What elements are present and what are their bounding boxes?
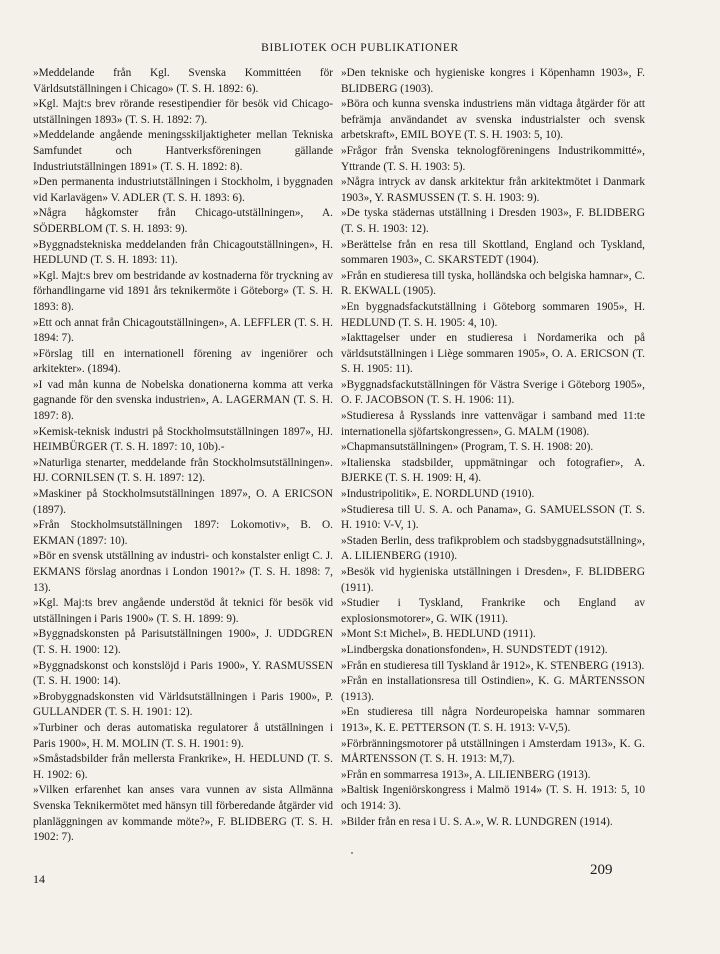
bibliography-entry: »Några intryck av dansk arkitektur från arkitektmötet i Danmark 1903», Y. RASMUSSEN (T. S. H. 1903: 9). <box>341 176 645 204</box>
bibliography-entry: »Byggnadstekniska meddelanden från Chicagoutställningen», H. HEDLUND (T. S. H. 1893: 11). <box>33 238 333 267</box>
bibliography-entry: »Berättelse från en resa till Skottland, England och Tyskland, sommaren 1903», C. SKARSTEDT (1904). <box>341 238 645 267</box>
bibliography-entry: »Den tekniske och hygieniske kongres i Köpenhamn 1903», F. BLIDBERG (1903). <box>341 67 645 95</box>
right-column <box>341 66 645 830</box>
bibliography-entry: »Förslag till en internationell förening av ingeniörer och arkitekter». (1894). <box>33 347 333 376</box>
bibliography-entry: »Kgl. Maj:ts brev angående understöd åt teknici för besök vid utställningen i Paris 1900» (T. S. H. 1899: 9). <box>33 597 333 625</box>
bibliography-entry: »Kgl. Majt:s brev om bestridande av kostnaderna för tryckning av förhandlingarne vid 1891 års teknikermöte i Göteborg» (T. S. H. 1893: 8). <box>33 269 333 313</box>
signature-mark: 14 <box>33 872 45 886</box>
left-column <box>33 66 333 846</box>
bibliography-entry: »En studieresa till några Nordeuropeiska hamnar sommaren 1913», K. E. PETTERSON (T. S. H. 1913: V-V,5). <box>341 706 645 734</box>
bibliography-entry: »Från en studieresa till Tyskland år 1912», K. STENBERG (1913). <box>341 659 645 672</box>
bibliography-entry: »Böra och kunna svenska industriens män vidtaga åtgärder för att befrämja användandet av svenska industrialster och svensk arbetskraft», EMIL BOYE (T. S. H. 1903: 5, 10). <box>341 98 645 142</box>
bibliography-entry: »Baltisk Ingeniörskongress i Malmö 1914» (T. S. H. 1913: 5, 10 och 1914: 3). <box>341 784 645 812</box>
bibliography-entry: »Förbränningsmotorer på utställningen i Amsterdam 1913», K. G. MÅRTENSSON (T. S. H. 1913: M,7). <box>341 737 645 766</box>
bibliography-entry: »Från Stockholmsutställningen 1897: Lokomotiv», B. O. EKMAN (1897: 10). <box>33 519 333 547</box>
bibliography-entry: »Kgl. Majt:s brev rörande resestipendier för besök vid Chicago-utställningen 1893» (T. S. H. 1892: 7). <box>33 98 333 126</box>
page-number: 209 <box>590 862 613 878</box>
bibliography-entry: »Byggnadsfackutställningen för Västra Sverige i Göteborg 1905», O. F. JACOBSON (T. S. H. 1906: 11). <box>341 378 645 407</box>
bibliography-entry: »Frågor från Svenska teknologföreningens Industrikommitté», Yttrande (T. S. H. 1903: 5). <box>341 144 645 173</box>
bibliography-entry: »Från en sommarresa 1913», A. LILIENBERG (1913). <box>341 768 591 781</box>
bibliography-entry: »Turbiner och deras automatiska regulatorer å utställningen i Paris 1900», H. M. MOLIN (T. S. H. 1901: 9). <box>33 721 333 750</box>
bibliography-entry: »De tyska städernas utställning i Dresden 1903», F. BLIDBERG (T. S. H. 1903: 12). <box>341 207 645 235</box>
bibliography-entry: »I vad mån kunna de Nobelska donationerna komma att verka gagnande för den svenska industrien», A. LAGERMAN (T. S. H. 1897: 8). <box>33 378 333 423</box>
bibliography-entry: »Småstadsbilder från mellersta Frankrike», H. HEDLUND (T. S. H. 1902: 6). <box>33 753 333 781</box>
bibliography-entry: »Naturliga stenarter, meddelande från Stockholmsutställningen». HJ. CORNILSEN (T. S. H. 1897: 12). <box>33 456 333 485</box>
bibliography-entry: »Bilder från en resa i U. S. A.», W. R. LUNDGREN (1914). <box>341 815 613 828</box>
bibliography-entry: »Iakttagelser under en studieresa i Nordamerika och på världsutställningen i Liège sommaren 1905», O. A. ERICSON (T. S. H. 1905: 11). <box>341 332 645 376</box>
bibliography-entry: »Bör en svensk utställning av industri- och konstalster enligt C. J. EKMANS förslag anordnas i London 1901?» (T. S. H. 1898: 7, 13). <box>33 550 333 594</box>
bibliography-entry: »Studieresa till U. S. A. och Panama», G. SAMUELSSON (T. S. H. 1910: V-V, 1). <box>341 503 645 532</box>
bibliography-entry: »Vilken erfarenhet kan anses vara vunnen av sista Allmänna Svenska Teknikermötet med hänsyn till förberedande åtgärder vid planläggningen av kommande möte?», F. BLIDBERG (T. S. H. 1902: 7). <box>33 784 333 844</box>
bibliography-entry: »Besök vid hygieniska utställningen i Dresden», F. BLIDBERG (1911). <box>341 566 645 594</box>
running-header: BIBLIOTEK OCH PUBLIKATIONER <box>261 42 459 54</box>
bibliography-entry: »Industripolitik», E. NORDLUND (1910). <box>341 488 535 501</box>
bibliography-entry: »Studieresa å Rysslands inre vattenvägar i samband med 11:te internationella sjöfartskongressen», G. MALM (1908). <box>341 410 645 438</box>
bibliography-entry: »Ett och annat från Chicagoutställningen», A. LEFFLER (T. S. H. 1894: 7). <box>33 316 333 345</box>
bibliography-entry: »Från en installationsresa till Ostindien», K. G. MÅRTENSSON (1913). <box>341 675 645 703</box>
bibliography-entry: »Några hågkomster från Chicago-utställningen», A. SÖDERBLOM (T. S. H. 1893: 9). <box>33 207 333 235</box>
bibliography-entry: »Meddelande från Kgl. Svenska Kommittéen för Världsutställningen i Chicago» (T. S. H. 1892: 6). <box>33 67 333 95</box>
bibliography-entry: »Brobyggnadskonsten vid Världsutställningen i Paris 1900», P. GULLANDER (T. S. H. 1901: 12). <box>33 690 333 719</box>
bibliography-entry: »Italienska stadsbilder, uppmätningar och fotografier», A. BJERKE (T. S. H. 1909: H, 4). <box>341 456 645 485</box>
bibliography-entry: »Meddelande angående meningsskiljaktigheter mellan Tekniska Samfundet och Hantverksföreningen gällande Industriutställningen 1891» (T. S. H. 1892: 8). <box>33 129 333 173</box>
bibliography-entry: »Lindbergska donationsfonden», H. SUNDSTEDT (1912). <box>341 643 608 656</box>
ink-dot <box>351 852 353 854</box>
bibliography-entry: »Den permanenta industriutställningen i Stockholm, i byggnaden vid Karlavägen» V. ADLER (T. S. H. 1893: 6). <box>33 176 333 204</box>
bibliography-entry: »Maskiner på Stockholmsutställningen 1897», O. A ERICSON (1897). <box>33 488 333 516</box>
bibliography-entry: »Byggnadskonst och konstslöjd i Paris 1900», Y. RASMUSSEN (T. S. H. 1900: 14). <box>33 659 333 688</box>
bibliography-entry: »Kemisk-teknisk industri på Stockholmsutställningen 1897», HJ. HEIMBÜRGER (T. S. H. 1897: 10, 10b).- <box>33 425 333 454</box>
bibliography-entry: »Byggnadskonsten på Parisutställningen 1900», J. UDDGREN (T. S. H. 1900: 12). <box>33 628 333 656</box>
bibliography-entry: »Staden Berlin, dess trafikproblem och stadsbyggnadsutställning», A. LILIENBERG (1910). <box>341 534 645 563</box>
bibliography-entry: »Studier i Tyskland, Frankrike och England av explosionsmotorer», G. WIK (1911). <box>341 597 645 625</box>
bibliography-entry: »En byggnadsfackutställning i Göteborg sommaren 1905», H. HEDLUND (T. S. H. 1905: 4, 10). <box>341 300 645 329</box>
bibliography-entry: »Chapmansutställningen» (Program, T. S. H. 1908: 20). <box>341 441 594 454</box>
bibliography-entry: »Från en studieresa till tyska, holländska och belgiska hamnar», C. R. EKWALL (1905). <box>341 269 645 298</box>
bibliography-entry: »Mont S:t Michel», B. HEDLUND (1911). <box>341 628 536 641</box>
